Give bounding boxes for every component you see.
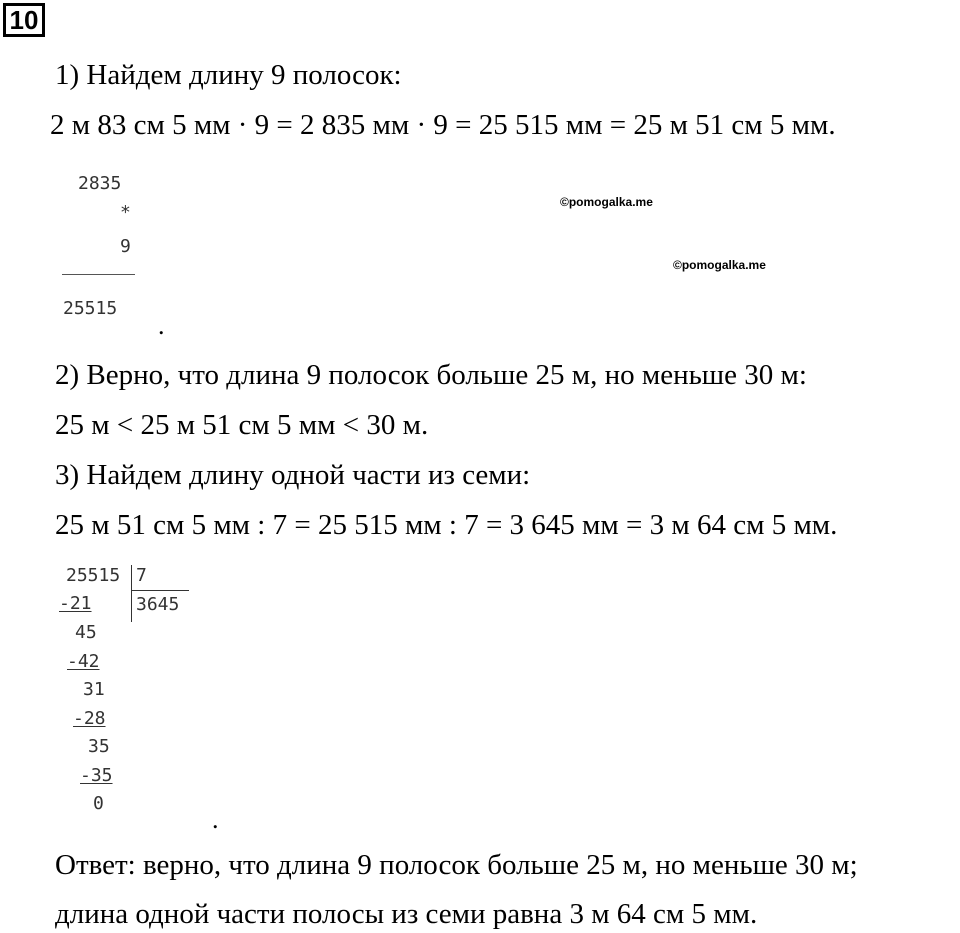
watermark: ©pomogalka.me — [673, 258, 766, 272]
step2-heading: 2) Верно, что длина 9 полосок больше 25 м, но меньше 30 м: — [55, 359, 807, 391]
div-step: 45 — [75, 622, 97, 643]
mult-multiplier: 9 — [120, 236, 131, 257]
mult-multiplicand: 2835 — [78, 173, 122, 194]
step1-equation: 2 м 83 см 5 мм · 9 = 2 835 мм · 9 = 25 515 мм = 25 м 51 см 5 мм. — [50, 109, 836, 141]
step1-heading: 1) Найдем длину 9 полосок: — [55, 59, 402, 91]
div-step: -21 — [59, 593, 92, 614]
div-quotient: 3645 — [136, 594, 180, 615]
div-step: 31 — [83, 679, 105, 700]
div-quotient-rule — [131, 590, 189, 591]
div-step: -28 — [73, 708, 106, 729]
mult-period: . — [158, 311, 165, 340]
mult-result: 25515 — [63, 298, 118, 319]
div-divisor: 7 — [136, 565, 147, 586]
div-step: 0 — [93, 793, 104, 814]
div-vertical-rule — [131, 565, 132, 622]
step3-equation: 25 м 51 см 5 мм : 7 = 25 515 мм : 7 = 3 645 мм = 3 м 64 см 5 мм. — [55, 509, 838, 541]
mult-operator: * — [120, 202, 131, 223]
div-dividend: 25515 — [66, 565, 121, 586]
task-number-badge: 10 — [3, 3, 45, 37]
div-step: -35 — [80, 765, 113, 786]
mult-result-rule — [62, 274, 135, 275]
step3-heading: 3) Найдем длину одной части из семи: — [55, 459, 531, 491]
step2-inequality: 25 м < 25 м 51 см 5 мм < 30 м. — [55, 409, 429, 441]
div-period: . — [212, 805, 219, 834]
div-step: 35 — [88, 736, 110, 757]
answer-line-1: Ответ: верно, что длина 9 полосок больше 25 м, но меньше 30 м; — [55, 849, 858, 881]
div-step: -42 — [67, 651, 100, 672]
answer-line-2: длина одной части полосы из семи равна 3 м 64 см 5 мм. — [55, 898, 758, 930]
watermark: ©pomogalka.me — [560, 195, 653, 209]
